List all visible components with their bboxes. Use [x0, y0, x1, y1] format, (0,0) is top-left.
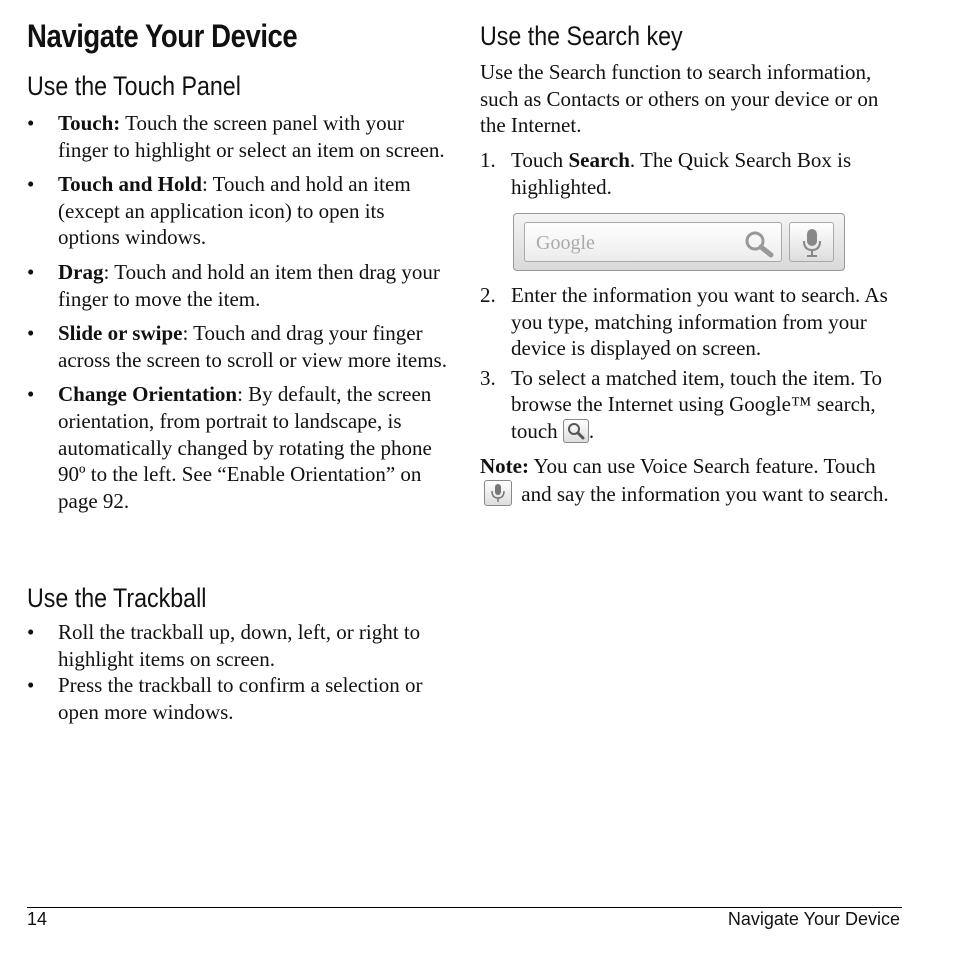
list-item: 3. To select a matched item, touch the item. To browse the Internet using Google™ search, touch . [480, 365, 883, 443]
steps-2-3 [480, 282, 902, 445]
search-intro: Use the Search function to search information, such as Contacts or others on your device or on the Internet. [480, 60, 879, 138]
list-item: • Slide or swipe: Touch and drag your finger across the screen to scroll or view more items. [27, 321, 447, 372]
list-item: • Press the trackball to confirm a selection or open more windows. [27, 673, 423, 724]
voice-search-button[interactable] [789, 222, 834, 262]
search-key-heading: Use the Search key [480, 21, 683, 51]
page-number: 14 [27, 909, 48, 929]
list-item: • Change Orientation: By default, the screen orientation, from portrait to landscape, is automatically changed by rotating the phone 90º to the left. See “Enable Orientation” on page 92. [27, 382, 432, 513]
touch-panel-list [27, 110, 447, 514]
search-icon [563, 419, 589, 443]
quick-search-box[interactable] [513, 213, 845, 271]
trackball-heading: Use the Trackball [27, 583, 207, 613]
list-item: • Drag: Touch and hold an item then drag your finger to move the item. [27, 259, 440, 311]
search-input[interactable] [524, 222, 782, 262]
list-item: • Roll the trackball up, down, left, or right to highlight items on screen. [27, 620, 421, 671]
touch-panel-heading: Use the Touch Panel [27, 71, 241, 101]
note: Note: You can use Voice Search feature. Touch and say the information you want to search. [480, 454, 889, 506]
google-logo: Google [536, 232, 595, 254]
page-title: Navigate Your Device [27, 18, 298, 54]
search-icon [743, 230, 775, 258]
footer-title: Navigate Your Device [727, 909, 900, 929]
list-item: • Touch and Hold: Touch and hold an item (except an application icon) to open its options windows. [27, 172, 411, 250]
trackball-list [27, 619, 447, 725]
microphone-icon [484, 480, 512, 506]
footer-rule [27, 907, 902, 908]
step-1: 1. Touch Search. The Quick Search Box is highlighted. [480, 148, 852, 199]
list-item: 2. Enter the information you want to search. As you type, matching information from your device is displayed on screen. [480, 283, 888, 361]
microphone-icon [801, 228, 823, 258]
list-item: • Touch: Touch the screen panel with your finger to highlight or select an item on screen. [27, 111, 445, 162]
